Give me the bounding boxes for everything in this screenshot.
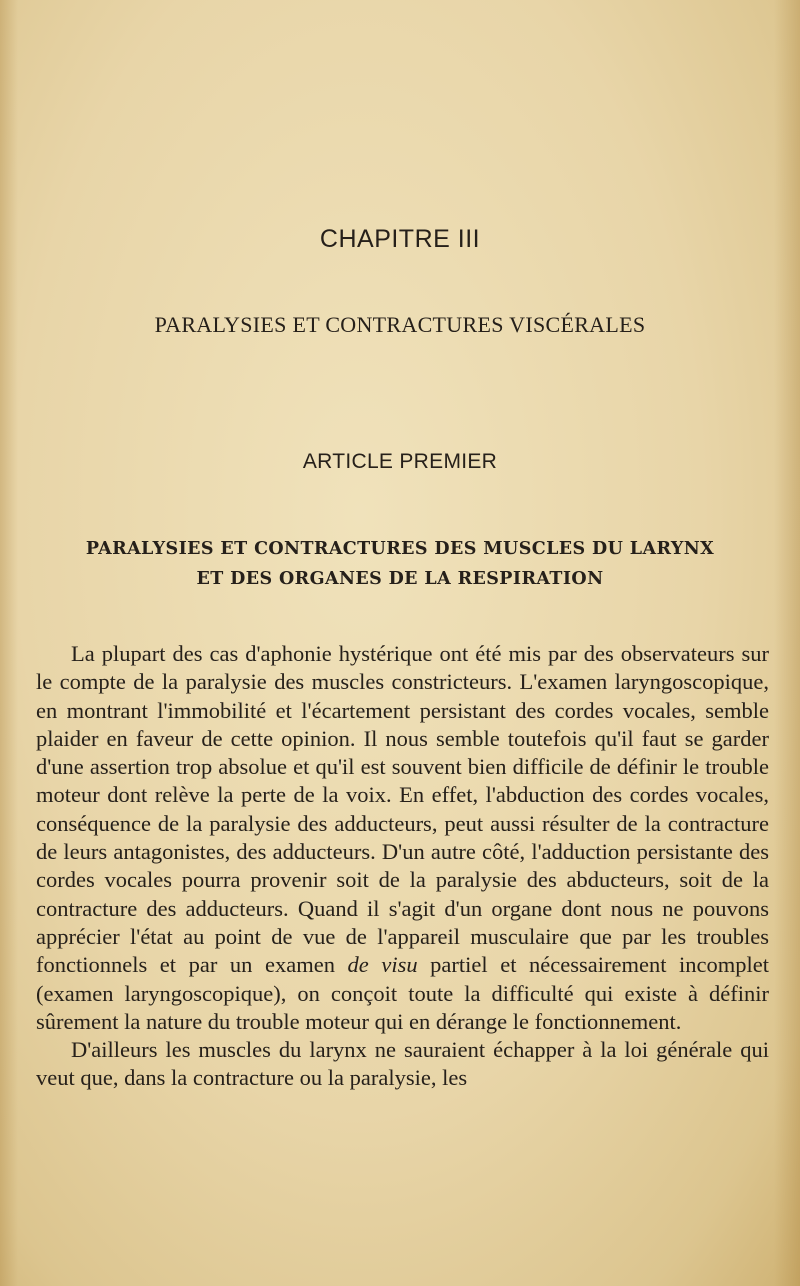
page-edge-shadow-left — [0, 0, 18, 1286]
paragraph-1-text-start: La plupart des cas d'aphonie hystérique ont été mis par des observateurs sur le compte de la paralysie des muscles constricteurs. L'examen laryngoscopique, en montrant l'immobilité et l'écartement persistant des cordes vocales, semble plaider en faveur de cette opinion. Il nous semble toutefois qu'il faut se garder d'une assertion trop absolue et qu'il est souvent bien difficile de définir le trouble moteur dont relève la perte de la voix. En effet, l'abduction des cordes vocales, conséquence de la paralysie des adducteurs, peut aussi résulter de la contracture de leurs antagonistes, des adducteurs. D'un autre côté, l'adduction persistante des cordes vocales pourra provenir soit de la paralysie des abducteurs, soit de la contracture des adducteurs. Quand il s'agit d'un organe dont nous ne pouvons apprécier l'état au point de vue de l'appareil musculaire que par les troubles fonctionnels et par un examen — [36, 641, 769, 978]
paragraph-1-text-end: partiel et nécessairement incomplet (examen laryngoscopique), on conçoit toute la difficulté qui existe à définir sûrement la nature du trouble moteur qui en dérange le fonctionnement. — [36, 952, 770, 1034]
paragraph-1 — [36, 640, 769, 1036]
chapter-heading: CHAPITRE III — [319, 225, 481, 253]
paragraph-2: D'ailleurs les muscles du larynx ne sauraient échapper à la loi générale qui veut que, dans la contracture ou la paralysie, les — [36, 1037, 769, 1091]
page-edge-shadow-right — [774, 0, 800, 1286]
article-subtitle-line-1: PARALYSIES ET CONTRACTURES DES MUSCLES DU LARYNX — [85, 539, 715, 559]
paragraph-1-italic-phrase: de visu — [347, 952, 418, 978]
chapter-title: PARALYSIES ET CONTRACTURES VISCÉRALES — [154, 312, 646, 337]
article-heading: ARTICLE PREMIER — [302, 450, 498, 473]
article-subtitle — [0, 534, 800, 594]
article-subtitle-line-2: ET DES ORGANES DE LA RESPIRATION — [196, 569, 604, 589]
body-text — [36, 640, 769, 1093]
